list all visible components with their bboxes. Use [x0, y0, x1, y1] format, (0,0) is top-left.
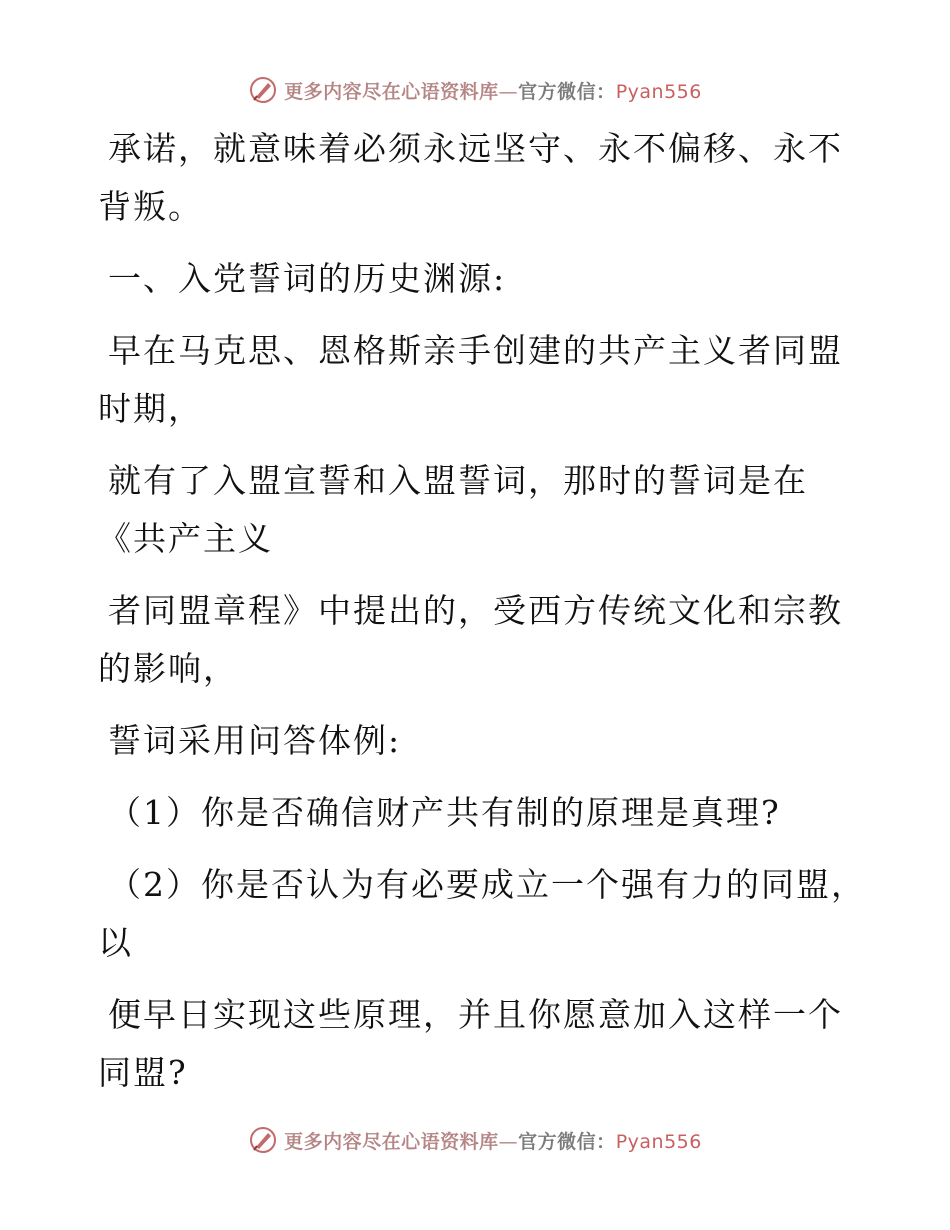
text-line: 就有了入盟宣誓和入盟誓词，那时的誓词是在: [108, 461, 808, 500]
paragraph-format: [98, 712, 838, 770]
footer-watermark: [0, 1120, 950, 1160]
watermark-handle: Pyan556: [615, 80, 702, 103]
watermark-label: 官方微信：: [518, 80, 616, 103]
text-line: 一、入党誓词的历史渊源:: [108, 259, 507, 298]
text-line: 时期，: [98, 389, 203, 428]
text-line: 背叛。: [98, 187, 203, 226]
watermark-site: 更多内容尽在心语资料库: [284, 80, 499, 103]
text-line: 以: [98, 923, 133, 962]
watermark-label: 官方微信：: [518, 1130, 616, 1153]
question-2: [98, 856, 866, 972]
document-body: [98, 120, 866, 1116]
text-line: 承诺，就意味着必须永远坚守、永不偏移、永不: [108, 129, 843, 168]
question-2-continued: [98, 986, 843, 1102]
watermark-text: [284, 1127, 702, 1154]
text-line: 早在马克思、恩格斯亲手创建的共产主义者同盟: [108, 331, 843, 370]
watermark-handle: Pyan556: [615, 1130, 702, 1153]
paragraph-commitment: [98, 120, 843, 236]
text-line: 誓词采用问答体例:: [108, 721, 402, 760]
question-1: [98, 784, 838, 842]
watermark-text: [284, 77, 702, 104]
quill-pen-logo-icon: [248, 75, 278, 105]
watermark-dash: —: [498, 80, 519, 103]
quill-pen-logo-icon: [248, 1125, 278, 1155]
header-watermark: [0, 70, 950, 110]
watermark-site: 更多内容尽在心语资料库: [284, 1130, 499, 1153]
text-line: 便早日实现这些原理，并且你愿意加入这样一个: [108, 995, 843, 1034]
text-line: （1）你是否确信财产共有制的原理是真理?: [108, 793, 781, 832]
text-line: 《共产主义: [98, 519, 273, 558]
text-line: 者同盟章程》中提出的，受西方传统文化和宗教: [108, 591, 843, 630]
paragraph-oath: [98, 452, 838, 568]
paragraph-history: [98, 322, 843, 438]
text-line: 的影响，: [98, 649, 238, 688]
text-line: 同盟?: [98, 1053, 188, 1092]
text-line: （2）你是否认为有必要成立一个强有力的同盟，: [108, 865, 866, 904]
paragraph-charter: [98, 582, 843, 698]
watermark-dash: —: [498, 1130, 519, 1153]
section-heading: [98, 250, 838, 308]
